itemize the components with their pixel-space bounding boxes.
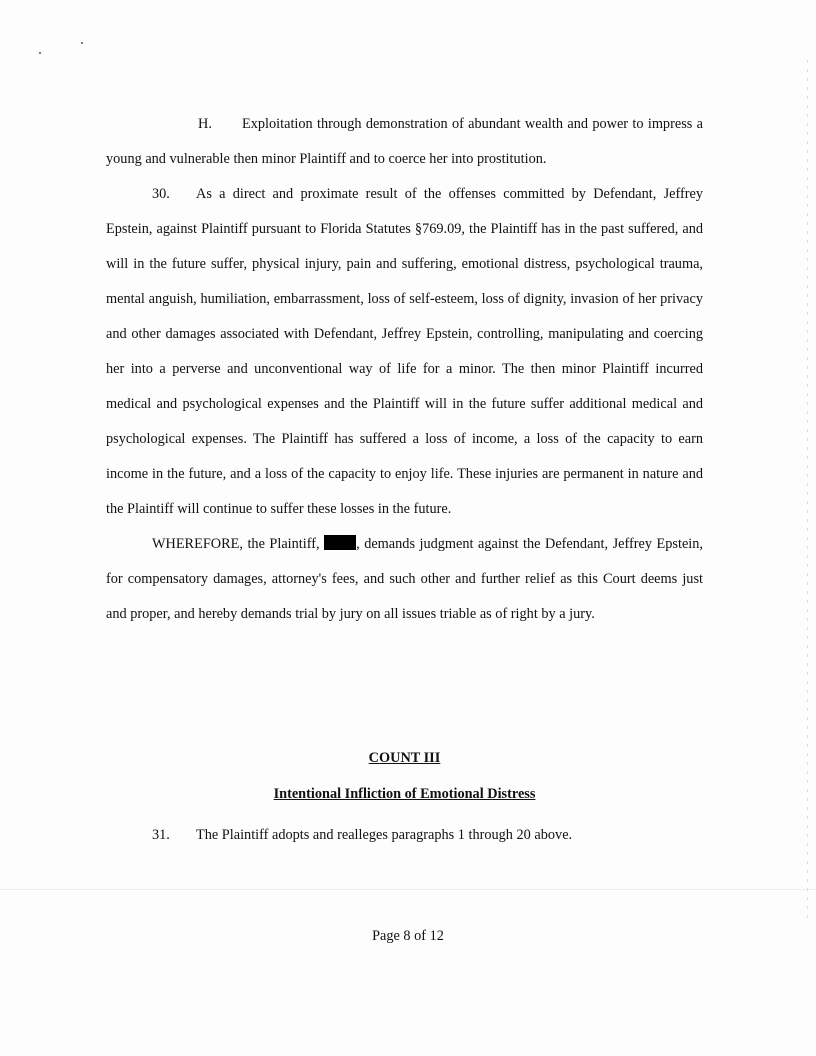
- paragraph-number: 30.: [152, 186, 170, 202]
- wherefore-lead: WHEREFORE, the Plaintiff,: [152, 536, 320, 552]
- page-number: Page 8 of 12: [372, 928, 444, 944]
- body-text-count-iii: [106, 818, 703, 853]
- scan-speck: [39, 52, 41, 54]
- paragraph-number: 31.: [152, 827, 170, 843]
- paragraph-text: As a direct and proximate result of the offenses committed by Defendant, Jeffrey Epstein, against Plaintiff pursuant to Florida Statutes §769.09, the Plaintiff has in the past suffered, and will in the future suffer, physical injury, pain and suffering, emotional distress, psychological trauma, mental anguish, humiliation, embarrassment, loss of self-esteem, loss of dignity, invasion of her privacy and other damages associated with Defendant, Jeffrey Epstein, controlling, manipulating and coercing her into a perverse and unconventional way of life for a minor. The then minor Plaintiff incurred medical and psychological expenses and the Plaintiff will in the future suffer additional medical and psychological expenses. The Plaintiff has suffered a loss of income, a loss of the capacity to earn income in the future, and a loss of the capacity to enjoy life. These injuries are permanent in nature and the Plaintiff will continue to suffer these losses in the future.: [106, 186, 703, 517]
- scan-line: [0, 889, 816, 890]
- wherefore-clause: [106, 527, 703, 632]
- scan-speck: [81, 42, 83, 44]
- paragraph-text: The Plaintiff adopts and realleges paragraphs 1 through 20 above.: [196, 827, 573, 843]
- paragraph-31: [106, 818, 703, 853]
- body-text: [106, 107, 703, 632]
- count-heading: COUNT III: [368, 750, 441, 766]
- redaction-box: [324, 535, 356, 550]
- sub-item-h: [106, 107, 703, 177]
- wherefore-rest: , demands judgment against the Defendant, Jeffrey Epstein, for compensatory damages, attorney's fees, and such other and further relief as this Court deems just and proper, and hereby demands trial by jury on all issues triable as of right by a jury.: [106, 536, 703, 622]
- count-subheading: Intentional Infliction of Emotional Distress: [273, 786, 536, 802]
- sub-item-text: Exploitation through demonstration of abundant wealth and power to impress a young and vulnerable then minor Plaintiff and to coerce her into prostitution.: [106, 116, 703, 167]
- paragraph-30: [106, 177, 703, 527]
- sub-item-marker: H.: [198, 116, 212, 132]
- scan-edge-artifact: [807, 60, 808, 920]
